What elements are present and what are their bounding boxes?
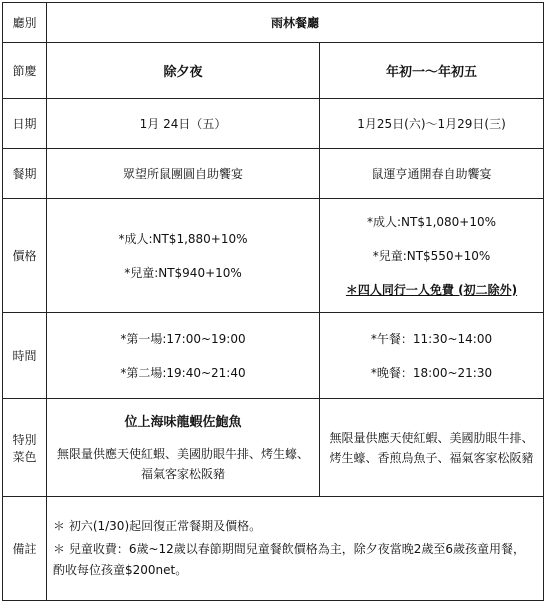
- label-special: 特別菜色: [3, 399, 47, 497]
- eve-special-main: 位上海味龍蝦佐鮑魚: [124, 415, 242, 430]
- eve-price-child: *兒童:NT$940+10%: [124, 265, 242, 280]
- newyear-promo: ＊四人同行一人免費 (初二除外): [345, 282, 518, 297]
- newyear-festival: 年初一～年初五: [320, 43, 544, 99]
- newyear-meal: 鼠運亨通開春自助饗宴: [320, 149, 544, 199]
- label-date: 日期: [3, 99, 47, 149]
- row-hall: [3, 3, 544, 43]
- eve-special-desc: 無限量供應天使紅蝦、美國肋眼牛排、烤生蠔、福氣客家松阪豬: [56, 447, 309, 481]
- eve-festival: 除夕夜: [47, 43, 320, 99]
- newyear-special: [320, 399, 544, 497]
- row-meal: [3, 149, 544, 199]
- eve-price-adult: *成人:NT$1,880+10%: [118, 231, 248, 246]
- eve-times: [47, 313, 320, 399]
- eve-special: [47, 399, 320, 497]
- row-date: [3, 99, 544, 149]
- label-price: 價格: [3, 199, 47, 313]
- eve-time-second: *第二場:19:40~21:40: [120, 365, 246, 380]
- eve-prices: [47, 199, 320, 313]
- newyear-price-child: *兒童:NT$550+10%: [372, 248, 491, 263]
- newyear-prices: [320, 199, 544, 313]
- eve-time-first: *第一場:17:00~19:00: [120, 331, 246, 346]
- eve-meal: 眾望所鼠團圓自助饗宴: [47, 149, 320, 199]
- row-festival: [3, 43, 544, 99]
- row-time: [3, 313, 544, 399]
- eve-date: 1月 24日（五）: [47, 99, 320, 149]
- new-year-menu-table: [2, 2, 544, 601]
- note-item: ＊ 初六(1/30)起回復正常餐期及價格。: [53, 519, 262, 533]
- newyear-times: [320, 313, 544, 399]
- newyear-special-desc: 無限量供應天使紅蝦、美國肋眼牛排、烤生蠔、香煎烏魚子、福氣客家松阪豬: [329, 430, 534, 465]
- newyear-time-lunch: *午餐：11:30~14:00: [370, 331, 493, 346]
- note-item: ＊ 兒童收費：6歲~12歲以春節期間兒童餐飲價格為主，除夕夜當晚2歲至6歲孩童用餐，酌收每位孩童$200net。: [53, 542, 526, 577]
- label-festival: 節慶: [3, 43, 47, 99]
- newyear-price-adult: *成人:NT$1,080+10%: [366, 214, 497, 229]
- hall-name: 雨林餐廳: [47, 3, 544, 43]
- label-time: 時間: [3, 313, 47, 399]
- row-price: [3, 199, 544, 313]
- newyear-time-dinner: *晚餐：18:00~21:30: [370, 365, 493, 380]
- notes-cell: [47, 497, 544, 601]
- label-meal: 餐期: [3, 149, 47, 199]
- row-special: [3, 399, 544, 497]
- newyear-date: 1月25日(六)～1月29日(三): [320, 99, 544, 149]
- label-hall: 廳別: [3, 3, 47, 43]
- label-notes: 備註: [3, 497, 47, 601]
- row-notes: [3, 497, 544, 601]
